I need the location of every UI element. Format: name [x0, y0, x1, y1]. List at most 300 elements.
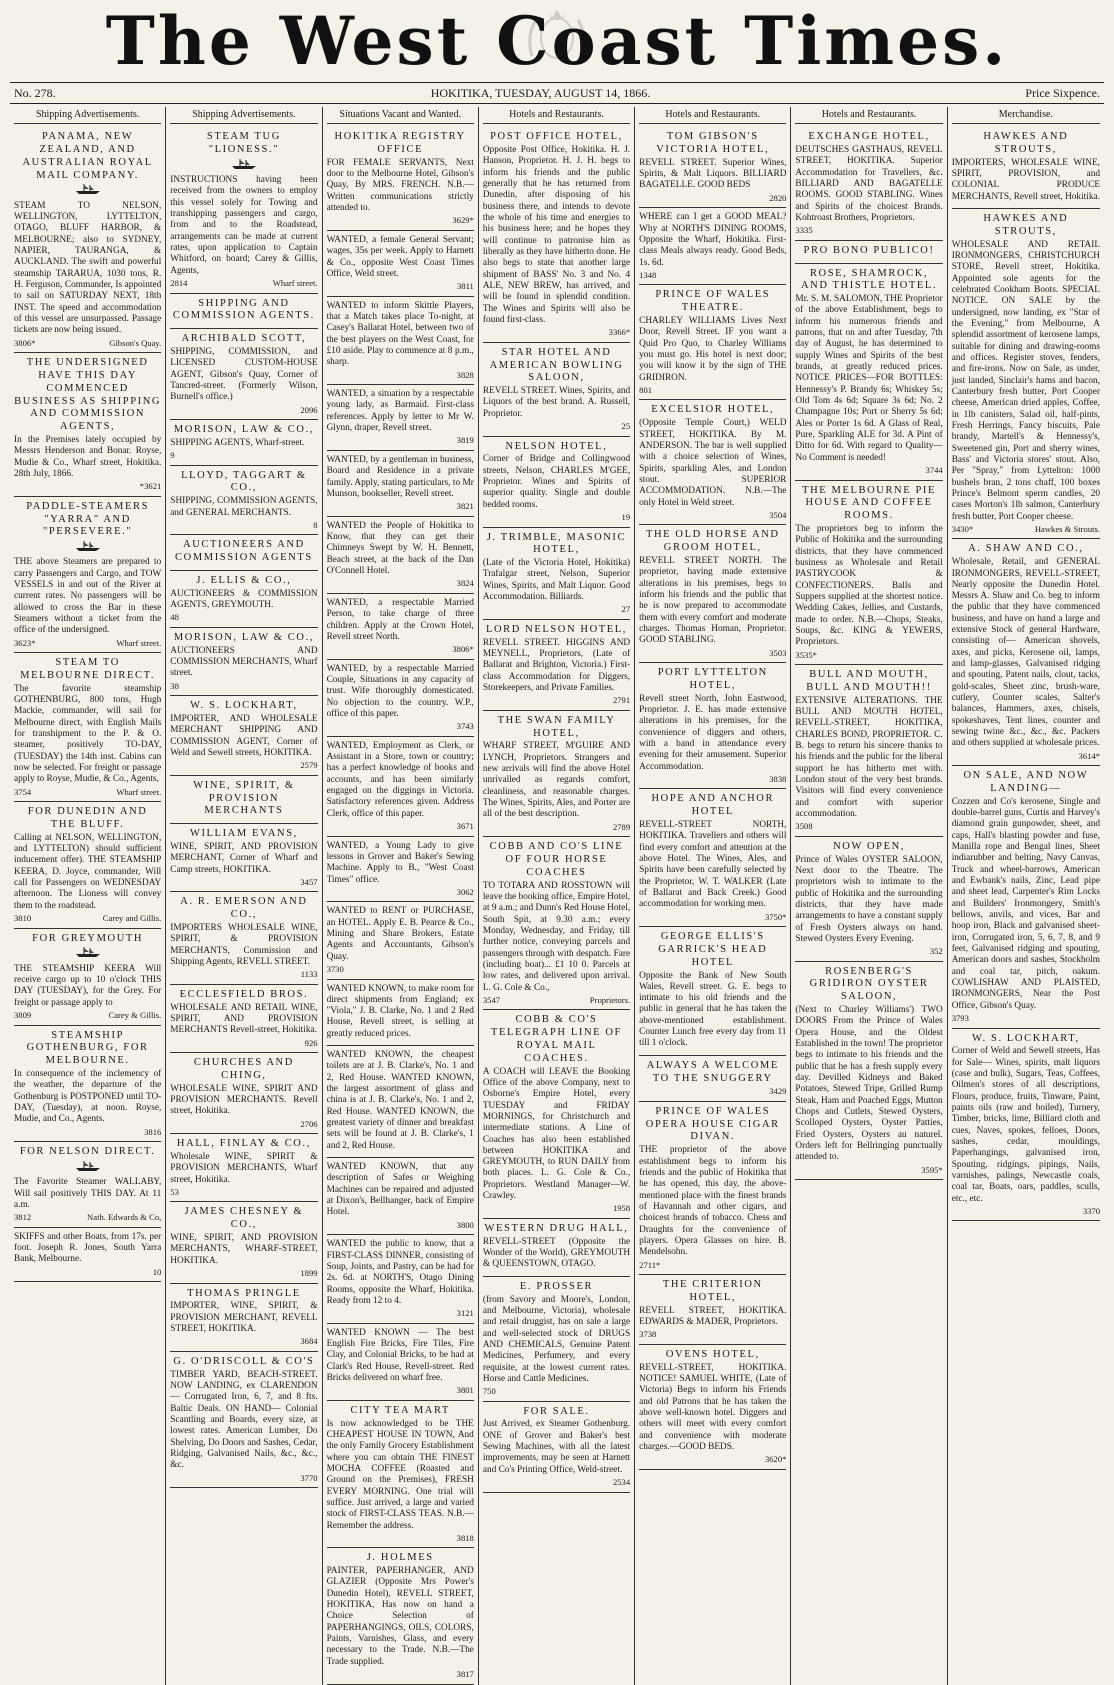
- ad-title: SHIPPING AND COMMISSION AGENTS.: [172, 297, 315, 322]
- ad-title: PRINCE OF WALES OPERA HOUSE CIGAR DIVAN.: [645, 1105, 780, 1143]
- ad-reference-right: 2789: [612, 821, 631, 832]
- ad-title: NOW OPEN,: [833, 840, 906, 852]
- ad-body: REVELL STREET, HOKITIKA. EDWARDS & MADER, Proprietors.: [639, 1305, 787, 1327]
- ad-title: MORISON, LAW & CO.,: [173, 631, 315, 643]
- advertisement: [170, 294, 317, 330]
- ad-reference-right: Gibson's Quay.: [109, 337, 162, 348]
- ad-reference-right: Nath. Edwards & Co,: [87, 1212, 162, 1223]
- advertisement: [170, 329, 317, 420]
- advertisement: [14, 1228, 161, 1282]
- ad-body: WANTED, a Young Lady to give lessons in Grover and Baker's Sewing Machine. Apply to B., "West Coast Times" office.: [326, 840, 474, 885]
- ad-reference: [483, 327, 630, 337]
- ad-reference: [483, 995, 630, 1005]
- column-heading: Merchandise.: [952, 107, 1100, 124]
- ad-reference: [639, 1329, 786, 1339]
- ad-reference-right: 27: [621, 604, 631, 615]
- advertisement: [952, 766, 1100, 1028]
- ship-icon: [75, 1160, 101, 1172]
- ad-body: IMPORTERS, WHOLESALE WINE, SPIRIT, PROVISION, and COLONIAL PRODUCE MERCHANTS, Revell street, Hokitika.: [951, 157, 1100, 202]
- ad-reference: [327, 1385, 474, 1395]
- ad-reference-right: 3121: [456, 1308, 474, 1319]
- ad-reference: [14, 338, 161, 348]
- ad-reference-right: 3821: [456, 501, 474, 512]
- ad-body: WANTED KNOWN, the cheapest toilets are at J. B. Clarke's, No. 1 and 2, Red House. WANTED KNOWN, the largest assortment of glass and china is at J. B. Clarke's, No. 1 and 2, Red House. WANTED KNOWN, the greatest variety of dinner and breakfast sets will be found at J. B. Clarke's, 1 and 2, Red House.: [326, 1050, 474, 1151]
- ad-body: Just Arrived, ex Steamer Gothenburg. ONE of Grover and Baker's best Sewing Machines, with all the latest improvements, may be seen at Harnett and Co's Printing Office, Weld-street.: [482, 1419, 631, 1475]
- ad-reference-left: 3806*: [14, 337, 36, 348]
- ad-reference: [639, 270, 786, 280]
- advertisement: [327, 902, 474, 979]
- ad-body: WANTED the People of Hokitika to Know, that they can get their Chimneys Swept by W. H. Bennett, Beach street, at the back of the Dan O'Connell Hotel.: [326, 520, 474, 577]
- column-heading: Shipping Advertisements.: [170, 107, 317, 124]
- ad-reference: [327, 964, 474, 974]
- ad-title: EXCELSIOR HOTEL,: [651, 404, 775, 416]
- column-6: [791, 107, 947, 1685]
- ad-reference-left: 3810: [14, 913, 32, 924]
- ad-reference-right: 3504: [769, 509, 787, 520]
- advertisement: [14, 802, 161, 928]
- advertisement: [795, 962, 942, 1180]
- ship-icon: [75, 183, 101, 195]
- ad-reference-right: 1958: [612, 1203, 631, 1214]
- ad-body: A COACH will LEAVE the Booking Office of the above Company, next to Osborne's Empire Hotel, every TUESDAY and FRIDAY MORNINGS, for Christchurch and intermediate stations. A Line of Coaches has also been established between HOKITIKA and GREYMOUTH, to RUN DAILY from both places. L. G. Cole & Co., Proprietors. Westland Manager—W. Crawley.: [482, 1066, 631, 1202]
- advertisement: [639, 208, 786, 285]
- ad-reference: [639, 385, 786, 395]
- ad-title: HOKITIKA REGISTRY OFFICE: [334, 131, 466, 155]
- ad-reference: [170, 760, 317, 770]
- advertisement: [483, 837, 630, 1010]
- ad-reference: [327, 1308, 474, 1318]
- ad-reference-right: 3800: [456, 1219, 474, 1230]
- ad-reference: [14, 638, 161, 648]
- ad-body: Calling at NELSON, WELLINGTON, and LYTTELTON) should sufficient inducement offer). THE STEAMSHIP KEERA, D. Joyce, commander, Will call for Passengers on WEDNESDAY afternoon. The Lioness will convey them to the roadstead.: [14, 832, 162, 911]
- ad-reference-right: 3503: [769, 647, 787, 658]
- advertisement: [795, 264, 942, 481]
- ad-title: E. PROSSER: [519, 1280, 594, 1292]
- ad-reference-right: 3629*: [452, 215, 474, 226]
- ad-title: STAR HOTEL AND AMERICAN BOWLING SALOON,: [489, 346, 624, 384]
- ad-body: SHIPPING, COMMISSION, and LICENSED CUSTOM-HOUSE AGENT, Gibson's Quay, Corner of Tancred-street. (Formerly Wilson, Burnell's office.): [170, 346, 318, 403]
- ad-body: TO TOTARA AND ROSSTOWN will leave the booking office, Empire Hotel, at 9 a.m.; and Dunn's Red House Hotel, South Spit, at 9.30 a.m.; every Monday, Wednesday, and Friday, till further notice, conveying parcels and passengers through with despatch. Fare (including boat)... £1 10 0. Parcels at low rates, and delivered upon arrival. L. G. Cole & Co.,: [482, 880, 631, 993]
- ad-body: WANTED, by a respectable Married Couple, Situations in any capacity of trust. Wife thoroughly domesticated. No objection to the country. W.P., office of this paper.: [326, 663, 474, 719]
- ad-body: REVELL STREET. Superior Wines, Spirits, & Malt Liquors. BILLIARD BAGATELLE. GOOD BEDS: [639, 157, 787, 191]
- ad-reference: [483, 604, 630, 614]
- ad-title: WESTERN DRUG HALL,: [484, 1222, 629, 1234]
- ad-reference: [483, 695, 630, 705]
- ad-reference: [483, 1386, 630, 1396]
- column-2: [166, 107, 322, 1685]
- advertisement: [327, 594, 474, 660]
- ad-body: SKIFFS and other Boats, from 17s. per foot. Joseph R. Jones, South Yarra Bank, Melbourne.: [14, 1231, 162, 1265]
- ad-reference-left: 9: [170, 450, 175, 461]
- ad-reference-right: 19: [621, 512, 631, 523]
- advertisement: [327, 1548, 474, 1684]
- ad-body: (Opposite Temple Court,) WELD STREET, HOKITIKA. By M. ANDERSON. The bar is well supplied with a choice selection of Wines, Spirits, sparkling Ales, and London stout. SUPERIOR ACCOMMODATION. N.B.—The only Hotel in Weld street.: [639, 418, 787, 508]
- ad-title: W. S. LOCKHART,: [190, 700, 298, 712]
- advertisement: [14, 353, 161, 497]
- advertisement: [639, 1345, 786, 1470]
- advertisement: [170, 466, 317, 536]
- ad-reference-right: 926: [304, 1037, 318, 1048]
- ad-title: STEAM TUG "LIONESS.": [206, 131, 281, 155]
- ad-body: WINE, SPIRIT, AND PROVISION MERCHANT, Corner of Wharf and Camp streets, HOKITIKA.: [170, 841, 318, 875]
- advertisement: [327, 837, 474, 903]
- ad-title: FOR NELSON DIRECT.: [19, 1146, 156, 1158]
- ad-reference-right: 1133: [300, 969, 318, 980]
- ad-title: MORISON, LAW & CO.,: [173, 424, 315, 436]
- ad-title: CITY TEA MART: [350, 1404, 450, 1416]
- advertisement: [170, 628, 317, 696]
- ad-reference: [14, 1127, 161, 1137]
- ad-reference: [639, 193, 786, 203]
- ad-body: (Late of the Victoria Hotel, Hokitika) Trafalgar street, Nelson, Superior Wines, Spirits, and Malt Liquor. Good Accommodation. Billiards.: [482, 558, 631, 603]
- ad-reference-right: Wharf street.: [116, 786, 162, 797]
- column-heading: Situations Vacant and Wanted.: [327, 107, 474, 124]
- ad-reference: [170, 450, 317, 460]
- advertisement: [327, 1401, 474, 1549]
- ad-body: AUCTIONEERS & COMMISSION AGENTS, GREYMOUTH.: [170, 588, 318, 611]
- ad-reference-right: 3595*: [921, 1164, 943, 1175]
- ad-body: DEUTSCHES GASTHAUS, REVELL STREET, HOKITIKA. Superior Accommodation for Travellers, &c. BILLIARD AND BAGATELLE ROOMS. GOOD STABLING. Wines and Spirits of the choicest Brands. Kohtroast Brothers, Proprietors.: [795, 144, 943, 223]
- ad-title: FOR DUNEDIN AND THE BLUFF.: [27, 806, 148, 831]
- ad-body: WANTED, a situation by a respectable young lady, as Barmaid. First-class references. Apply by letter to Mr W. Glynn, draper, Revell street.: [326, 389, 474, 434]
- ad-reference-left: 48: [170, 612, 179, 623]
- ad-reference: [327, 887, 474, 897]
- ad-reference: [639, 912, 786, 922]
- ad-reference-right: Wharf street.: [116, 637, 162, 648]
- advertisement: [952, 1029, 1100, 1222]
- ad-reference-left: 2711*: [639, 1259, 661, 1270]
- ad-reference-right: 3811: [456, 281, 474, 292]
- ad-reference-right: 352: [929, 946, 943, 957]
- ad-body: Corner of Bridge and Collingwood streets, Nelson, CHARLES M'GEE, Proprietor. Wines and Spirits of superior quality. Single and double bedded rooms.: [482, 454, 631, 510]
- ad-reference: [483, 421, 630, 431]
- advertisement: [170, 1352, 317, 1488]
- ad-reference-right: Carey and Gillis.: [102, 913, 162, 924]
- advertisement: [639, 663, 786, 789]
- ad-body: SHIPPING, COMMISSION AGENTS, and GENERAL MERCHANTS.: [170, 496, 318, 518]
- ad-title: ECCLESFIELD BROS.: [179, 988, 309, 1000]
- ad-reference: [170, 1187, 317, 1197]
- ad-reference: [639, 1086, 786, 1096]
- ad-reference-right: Proprietors.: [589, 994, 631, 1005]
- ad-body: WHOLESALE WINE, SPIRIT AND PROVISION MERCHANTS. Revell street, Hokitika.: [170, 1083, 318, 1117]
- ad-body: (Next to Charley Williams') TWO DOORS From the Prince of Wales Opera House, and the Oldest Established in the town! The proprietor begs to intimate to his friends and the public that he has a fresh supply every day. Devilled Kidneys and Baked Potatoes, Stewed Tripe, Grilled Rump Steak, Ham and Poached Eggs, Mutton Chops and Cutlets, Stewed Oysters, Scolloped Oysters, Oyster Patties, Fried Oysters, Oysters au naturel. Orders left for Bellringing punctually attended to.: [795, 1005, 943, 1163]
- ad-reference-left: 3809: [14, 1010, 32, 1021]
- ad-body: SHIPPING AGENTS, Wharf-street.: [170, 437, 305, 448]
- ad-body: WANTED, a female General Servant; wages, 35s per week. Apply to Harnett & Co., opposite West Coast Times Office, Weld street.: [326, 234, 474, 279]
- ad-body: IMPORTER, WINE, SPIRIT, & PROVISION MERCHANT, REVELL STREET, HOKITIKA.: [170, 1301, 318, 1334]
- ad-reference-right: Hawkes & Strouts.: [1034, 523, 1100, 534]
- ad-reference: [14, 1212, 161, 1222]
- ad-reference-right: 3614*: [1078, 750, 1100, 761]
- ad-body: WANTED KNOWN, to make room for direct shipments from England; ex "Viola," J. B. Clarke, No. 1 and 2 Red House, Revell street, is selling at greatly reduced prices.: [326, 983, 474, 1039]
- ad-title: GEORGE ELLIS'S GARRICK'S HEAD HOTEL: [658, 931, 768, 968]
- ad-reference: [14, 787, 161, 797]
- advertisement: [14, 497, 161, 654]
- ad-reference: [795, 821, 942, 831]
- ad-reference: [795, 465, 942, 475]
- ad-reference: [327, 1220, 474, 1230]
- ad-reference-right: 10: [152, 1266, 162, 1277]
- ad-reference: [170, 681, 317, 691]
- advertisement: [327, 385, 474, 451]
- advertisement: [639, 789, 786, 927]
- ad-body: REVELL STREET. Wines, Spirits, and Liquors of the best brand. A. Russell, Proprietor.: [482, 386, 631, 419]
- column-7: [948, 107, 1104, 1685]
- ad-reference: [170, 520, 317, 530]
- ad-title: PORT LYTTELTON HOTEL,: [657, 667, 768, 691]
- ad-reference-left: 3738: [639, 1329, 657, 1340]
- ad-title: HAWKES AND STROUTS,: [983, 131, 1069, 155]
- ad-body: WHERE can I get a GOOD MEAL? Why at NORTH'S DINING ROOMS, Opposite the Wharf, Hokitika. First-class Meals always ready. Good Beds, 1s. 6d.: [639, 212, 787, 268]
- column-4: [479, 107, 635, 1685]
- royal-crest-icon: [522, 6, 592, 66]
- ad-reference-left: 3730: [326, 964, 344, 975]
- column-3: [323, 107, 479, 1685]
- ad-reference-left: 3793: [951, 1013, 969, 1024]
- ad-reference-left: 3812: [14, 1212, 32, 1223]
- ad-title: HAWKES AND STROUTS,: [983, 213, 1069, 237]
- ad-title: PANAMA, NEW ZEALAND, AND AUSTRALIAN ROYAL MAIL COMPANY.: [22, 131, 153, 181]
- ad-body: WANTED to inform Skittle Players, that a Match takes place To-night, at Casey's Ballarat Hotel, between two of the best players on the West Coast, for £10 aside. Play to commence at 8 p.m., sharp.: [326, 300, 474, 368]
- ad-title: COBB & CO'S TELEGRAPH LINE OF ROYAL MAIL COACHES.: [490, 1014, 622, 1064]
- ad-body: FOR FEMALE SERVANTS, Next door to the Melbourne Hotel, Gibson's Quay, By MRS. FRENCH. N.B.—Written communications strictly attended to.: [326, 157, 474, 214]
- ad-title: J. TRIMBLE, MASONIC HOTEL,: [486, 531, 627, 556]
- advertisement: [170, 1202, 317, 1283]
- advertisement: [327, 297, 474, 385]
- advertisement: [639, 927, 786, 1056]
- ad-title: LLOYD, TAGGART & CO.,: [181, 469, 307, 494]
- ad-reference: [795, 650, 942, 660]
- ad-body: REVELL-STREET NORTH, HOKITIKA. Travellers and others will find every comfort and attention at the above Hotel. The Wines, Ales, and Spirits have been carefully selected by the Proprietor, W. T. WALKER (Late of Ballarat and Back Creek.) Good accommodation for working men.: [639, 820, 787, 910]
- ad-reference-right: 3750*: [764, 911, 787, 922]
- advertisement: [639, 1275, 786, 1345]
- ad-body: The favorite steamship GOTHENBURG, 800 tons, Hugh Mackie, commander, will sail for Melbourne direct, with English Mails for transhipment to the P. & O. steamer, positively TO-DAY, (TUESDAY) the 14th inst. Cabins can now be selected. For freight or passage apply to Royse, Mudie, & Co., Agents,: [14, 683, 162, 785]
- advertisement: [483, 620, 630, 711]
- ad-reference: [14, 1010, 161, 1020]
- ad-body: REVELL STREET NORTH. The proprietor, having made extensive alterations in his premises, begs to inform his friends and the public that he is now prepared to accommodate them with every comfort and moderate charges. Thomas Homan, Proprietor. GOOD STABLING.: [639, 555, 787, 646]
- advertisement: [327, 1235, 474, 1323]
- ad-reference-right: 2534: [612, 1477, 631, 1488]
- ad-title: PRO BONO PUBLICO!: [803, 244, 935, 256]
- ad-title: EXCHANGE HOTEL,: [808, 131, 930, 143]
- ad-reference: [327, 370, 474, 380]
- ad-reference-right: 3819: [456, 435, 474, 446]
- advertisement: [483, 1277, 630, 1402]
- ad-reference: [14, 481, 161, 491]
- ad-title: HALL, FINLAY & CO.,: [176, 1138, 311, 1150]
- ad-reference-left: 3508: [795, 821, 813, 832]
- column-5: [635, 107, 791, 1685]
- ad-reference: [327, 821, 474, 831]
- advertisement: [14, 1142, 161, 1228]
- ad-reference: [170, 1119, 317, 1129]
- advertisement: [483, 127, 630, 343]
- ad-body: Is now acknowledged to be THE CHEAPEST HOUSE IN TOWN, And the only Family Grocery Establishment where you can obtain THE FINEST MOCHA COFFEE (Roasted and Ground on the Premises), FRESH EVERY MORNING. One trial will suffice. Just arrived, a large and varied stock of FIRST-CLASS TEAS. N.B.—Remember the address.: [326, 1418, 474, 1531]
- ad-title: PADDLE-STEAMERS "YARRA" AND "PERSEVERE.": [26, 500, 150, 538]
- ad-body: Cozzen and Co's kerosene, Single and double-barrel guns, Curtis and Harvey's diamond grain gunpowder, sheet, and caps, Hall's blasting powder and fuse, Manilla rope and Bengal lines, Sheet indiarubber and belting, Navy Canvas, Truck and wheel-barrows, American and Ewbank's nails, Zinc, Lead pipe and sheet lead, Carpenter's Rim Locks and Builders' Ironmongery, Smith's bellows, anvils, and vices, Bar and hoop iron, Black and galvanised sheet-iron, Corrugated iron, 5, 6, 7, 8, and 9 feet, Galvanised ridging and spouting, American doors and sashes, Stockholm and coal tar, pitch, oakum. COWLISHAW AND PLAISTED, IRONMONGERS, Near the Post Office, Gibson's Quay.: [951, 796, 1100, 1011]
- ad-body: WHOLESALE AND RETAIL IRONMONGERS, CHRISTCHURCH STORE, Revell street, Hokitika. Appointed sole agents for the celebrated Cookham Boots. SPECIAL NOTICE. ON SALE by the undersigned, now landing, ex "Star of the Evening," from Melbourne, A splendid assortment of kerosene lamps, suitable for dining and drawing-rooms and offices. Register stoves, fenders, and fire-irons. Now on Sale, as under, just landed, Sinclair's hams and bacon, Canterbury fresh butter, Port Cooper cheese, American dried apples, Coffee, in 1lb canisters, Salad oil, half-pints, Fresh Herrings, Fancy biscuits, Pale brandy, Martell's & Hennessy's, Sweetened gin, Port and sherry wines, Bass' and Victoria stores' stout. Also, Per "Spray," from Lyttelton: 1000 bushels bran, 2 tons chaff, 100 boxes Prince's Belmont sperm candles, 20 cases Morton's 1lb salmon, Canterbury fresh butter, Port Cooper cheese.: [951, 239, 1100, 522]
- ad-reference: [327, 578, 474, 588]
- advertisement: [639, 127, 786, 208]
- ad-body: REVELL-STREET, HOKITIKA. NOTICE! SAMUEL WHITE, (Late of Victoria) Begs to inform his Friends and old Patrons that he has taken the above well-known hotel. Diggers and others will meet with every comfort and convenience with moderate charges.—GOOD BEDS.: [639, 1362, 787, 1452]
- advertisement: [483, 1402, 630, 1493]
- ad-body: WANTED to RENT or PURCHASE, an HOTEL. Apply E. B. Pearce & Co., Mining and Share Brokers, Estate Agents and Accountants, Gibson's Quay.: [326, 906, 474, 962]
- advertisement: [170, 824, 317, 892]
- ad-reference-right: 3801: [456, 1385, 474, 1396]
- advertisement: [483, 437, 630, 528]
- ad-reference: [952, 1206, 1100, 1216]
- ad-reference-left: 3535*: [795, 649, 817, 660]
- advertisement: [327, 737, 474, 837]
- ad-title: THOMAS PRINGLE: [187, 1287, 301, 1299]
- masthead: [10, 0, 1104, 82]
- ad-reference-left: 3335: [795, 225, 813, 236]
- ad-title: A. R. EMERSON AND CO.,: [180, 896, 308, 921]
- ad-body: WANTED KNOWN, that any description of Safes or Weighing Machines can be repaired and adjusted at Dixon's, Bellhanger, back of Empire Hotel.: [326, 1162, 474, 1218]
- ad-body: WHOLESALE AND RETAIL WINE, SPIRIT, AND PROVISION MERCHANTS Revell-street, Hokitika.: [170, 1002, 318, 1036]
- ad-reference-left: 1348: [639, 269, 657, 280]
- ad-body: WANTED the public to know, that a FIRST-CLASS DINNER, consisting of Soup, Joints, and Pastry, can be had for 2s. 6d. at NORTH'S, Otago Dining Rooms, opposite the Wharf, Hokitika. Ready from 12 to 4.: [326, 1239, 474, 1306]
- ad-title: THE OLD HORSE AND GROOM HOTEL,: [645, 529, 780, 554]
- advertisement: [170, 696, 317, 776]
- ship-icon: [75, 540, 101, 552]
- ad-title: STEAMSHIP GOTHENBURG, FOR MELBOURNE.: [26, 1029, 149, 1067]
- ad-reference: [795, 225, 942, 235]
- ad-body: WHARF STREET, M'GUIRE AND LYNCH, Proprietors. Strangers and new arrivals will find the above Hotel unrivalled as regards comfort, cleanliness, and reasonable charges. The Wines, Spirits, Ales, and Porter are all of the best description.: [482, 741, 631, 820]
- ship-icon: [75, 946, 101, 958]
- ad-reference-right: 2791: [612, 695, 631, 706]
- ad-body: IMPORTERS WHOLESALE WINE, SPIRIT, & PROVISION MERCHANTS, Commission and Shipping Agents, REVELL STREET.: [170, 923, 318, 968]
- ad-body: Wholesale, Retail, and GENERAL IRONMONGERS, REVELL-STREET, Nearly opposite the Dunedin Hotel. Messrs A. Shaw and Co. beg to inform the public that they have commenced business, and have on hand a large and extensive Stock of general Hardware, consisting of— American shovels, axes, and picks, Kerosene oil, lamps, and lamp-glasses, Galvanised ridging and spouting, Patent nails, clout, tacks, gold-scales, Sheet zinc, brush-ware, cutlery, Counter scales, Salter's balances, Hammers, axes, chisels, spokeshaves, Tent lines, counter and sewing twine &c., &c., &c. Packers and others supplied at wholesale prices.: [951, 557, 1100, 749]
- ad-reference-left: 3547: [482, 994, 501, 1005]
- ad-reference: [170, 1473, 317, 1483]
- ad-reference-left: 53: [170, 1186, 179, 1197]
- ad-body: Mr. S. M. SALOMON, THE Proprietor of the above Establishment, begs to inform his numerous friends and patrons, that on and after Tuesday, 7th day of August, he has determined to supply Wines and Spirits of the best brands, at greatly reduced prices. NOTICE PRICES—FOR BOTTLES: Hennessy's P. Brandy 6s; Whiskey 5s; Old Tom 4s 6d; Square 3s 6d; No. 2 Champagne 10s; Port or Sherry 5s 6d; Ales or Porter 1s 6d. A Glass of Real, Pure, Sparkling ALE for 3d. A Pint of Ditto for 6d. With regard to Quality—No Comment is needed!: [795, 294, 943, 463]
- advertisement: [14, 929, 161, 1026]
- ad-body: THE proprietor of the above establishment begs to inform his friends and the public of Hokitika that he has opened, this day, the above-mentioned place with the finest brands of Havannah and other cigars, and choicest brands of tobacco. Chess and Draughts for the convenience of players. Opera Glasses on hire. B. Mendelsohn.: [639, 1145, 787, 1258]
- advertisement: [327, 517, 474, 594]
- ad-reference-right: 3816: [144, 1126, 162, 1137]
- ad-title: ROSENBERG'S GRIDIRON OYSTER SALOON,: [809, 965, 929, 1003]
- ad-body: CHARLEY WILLIAMS Lives Next Door, Revell Street. IF you want a Quid Pro Quo, to Charley Williams you must go. His hotel is next door; you will know it by the sign of THE GRIDIRON.: [639, 315, 787, 383]
- advertisement: [327, 451, 474, 517]
- column-heading: Shipping Advertisements.: [14, 107, 161, 124]
- ad-body: Opposite the Bank of New South Wales, Revell street. G. E. begs to intimate to his old friends and the public in general that he has taken the above-mentioned establishment. Counter Lunch free every day from 11 till 1 o'clock.: [639, 970, 787, 1049]
- advertisement: [483, 1010, 630, 1219]
- ad-reference: [639, 774, 786, 784]
- ad-title: POST OFFICE HOTEL,: [490, 131, 623, 143]
- ad-title: JAMES CHESNEY & CO.,: [184, 1206, 304, 1231]
- ad-title: J. HOLMES: [366, 1552, 434, 1564]
- ad-body: In the Premises lately occupied by Messrs Henderson and Bonar. Royse, Mudie & Co., Wharf street, Hokitika. 28th July, 1866.: [14, 434, 162, 479]
- advertisement: [483, 343, 630, 437]
- ad-reference-right: 25: [621, 421, 631, 432]
- issue-number: No. 278.: [14, 85, 56, 100]
- ad-reference-right: 3062: [456, 886, 474, 897]
- ad-reference-right: 3671: [456, 821, 474, 832]
- advertisement: [795, 837, 942, 962]
- ad-title: G. O'DRISCOLL & CO'S: [173, 1355, 315, 1367]
- ad-body: WANTED, Employment as Clerk, or Assistant in a Store, town or country; has a perfect knowledge of books and accounts, and has been similarly engaged on the diggings in Victoria. Satisfactory references given. Address Clerk, office of this paper.: [326, 740, 474, 819]
- ad-reference: [795, 946, 942, 956]
- ad-reference-left: 38: [170, 680, 179, 691]
- ad-reference: [327, 644, 474, 654]
- advertisement: [170, 776, 317, 824]
- ad-body: Revell street North, John Eastwood, Proprietor. J. E. has made extensive alterations in his premises, for the convenience of diggers and others, with a band in attendance every evening for their amusement. Superior Accommodation.: [639, 693, 787, 772]
- advertisement: [170, 1134, 317, 1202]
- ad-reference: [327, 1533, 474, 1543]
- ad-reference: [483, 822, 630, 832]
- advertisement: [170, 571, 317, 628]
- ad-reference: [170, 278, 317, 288]
- ad-body: WANTED, by a gentleman in business, Board and Residence in a private family. Apply, stating particulars, to Mr Munson, bookseller, Revell street.: [326, 454, 474, 499]
- advertisement: [170, 892, 317, 984]
- advertisement: [327, 980, 474, 1047]
- ad-title: ALWAYS A WELCOME TO THE SNUGGERY: [646, 1059, 779, 1084]
- ad-reference: [170, 877, 317, 887]
- ad-title: BULL AND MOUTH, BULL AND MOUTH!!: [806, 669, 932, 693]
- ad-reference-right: 3744: [925, 465, 943, 476]
- advertisement: [14, 1026, 161, 1143]
- ad-title: CHURCHES AND CHING,: [193, 1057, 294, 1081]
- ad-body: PAINTER, PAPERHANGER, AND GLAZIER (Opposite Mrs Power's Dunedin Hotel), REVELL STREET, HOKITIKA, Has now on hand a Choice Selection of PAPERHANGINGS, OILS, COLORS, Paints, Varnishes, Glass, and every necessary to the Trade. N.B.—The Trade supplied.: [326, 1566, 474, 1667]
- ad-title: COBB AND CO'S LINE OF FOUR HORSE COACHES: [489, 841, 624, 878]
- advertisement: [327, 1324, 474, 1401]
- advertisement: [952, 209, 1100, 539]
- advertisement: [170, 420, 317, 466]
- advertisement: [639, 1102, 786, 1275]
- ad-body: AUCTIONEERS AND COMMISSION MERCHANTS, Wharf street.: [170, 645, 318, 679]
- ship-icon: [231, 158, 257, 170]
- ad-reference: [327, 721, 474, 731]
- ad-reference: [483, 1203, 630, 1213]
- ad-reference: [170, 612, 317, 622]
- ad-title: PRINCE OF WALES THEATRE.: [655, 289, 771, 314]
- ad-body: The Favorite Steamer WALLABY, Will sail positively THIS DAY. At 11 a.m.: [14, 1177, 162, 1210]
- ad-title: WINE, SPIRIT, & PROVISION MERCHANTS: [193, 779, 295, 817]
- ad-reference: [170, 405, 317, 415]
- ad-reference-left: 801: [639, 384, 653, 395]
- column-heading: Hotels and Restaurants.: [795, 107, 942, 124]
- ad-reference-right: 3620*: [764, 1454, 787, 1465]
- place-date: HOKITIKA, TUESDAY, AUGUST 14, 1866.: [430, 85, 651, 100]
- advertisement: [170, 1284, 317, 1352]
- ad-reference-right: 2579: [300, 760, 318, 771]
- ad-reference-right: 3457: [300, 876, 318, 887]
- advertisement: [795, 665, 942, 837]
- advertisement: [639, 525, 786, 663]
- ad-title: ON SALE, AND NOW LANDING—: [963, 770, 1089, 795]
- ad-body: IMPORTER, AND WHOLESALE MERCHANT SHIPPING AND COMMISSION AGENT, Corner of Weld and Sewell streets, HOKITIKA.: [170, 714, 318, 758]
- ad-reference: [170, 1268, 317, 1278]
- ad-reference-left: 3623*: [14, 637, 36, 648]
- advertisement: [952, 127, 1100, 209]
- ad-reference: [639, 648, 786, 658]
- ad-reference-right: 2706: [300, 1118, 318, 1129]
- advertisement: [952, 539, 1100, 766]
- ad-reference: [795, 1165, 942, 1175]
- dateline: [10, 82, 1104, 104]
- ad-reference-right: 2820: [769, 192, 787, 203]
- column-heading: Hotels and Restaurants.: [483, 107, 630, 124]
- ad-title: ARCHIBALD SCOTT,: [181, 333, 307, 345]
- ad-body: The proprietors beg to inform the Public of Hokitika and the surrounding districts, that they have commenced business as Wholesale and Retail PASTRYCOOK & CONFECTIONERS. Balls and Suppers supplied at the shortest notice. Wedding Cakes, Jellies, and Custards, made to order. N.B.—Chops, Steaks, Soups, &c. KING & YEWERS, Proprietors.: [795, 523, 943, 648]
- column-1: [10, 107, 166, 1685]
- ad-reference: [952, 751, 1100, 761]
- ad-reference: [327, 215, 474, 225]
- ad-body: REVELL-STREET (Opposite the Wonder of the World), GREYMOUTH & QUEENSTOWN, OTAGO.: [482, 1236, 631, 1270]
